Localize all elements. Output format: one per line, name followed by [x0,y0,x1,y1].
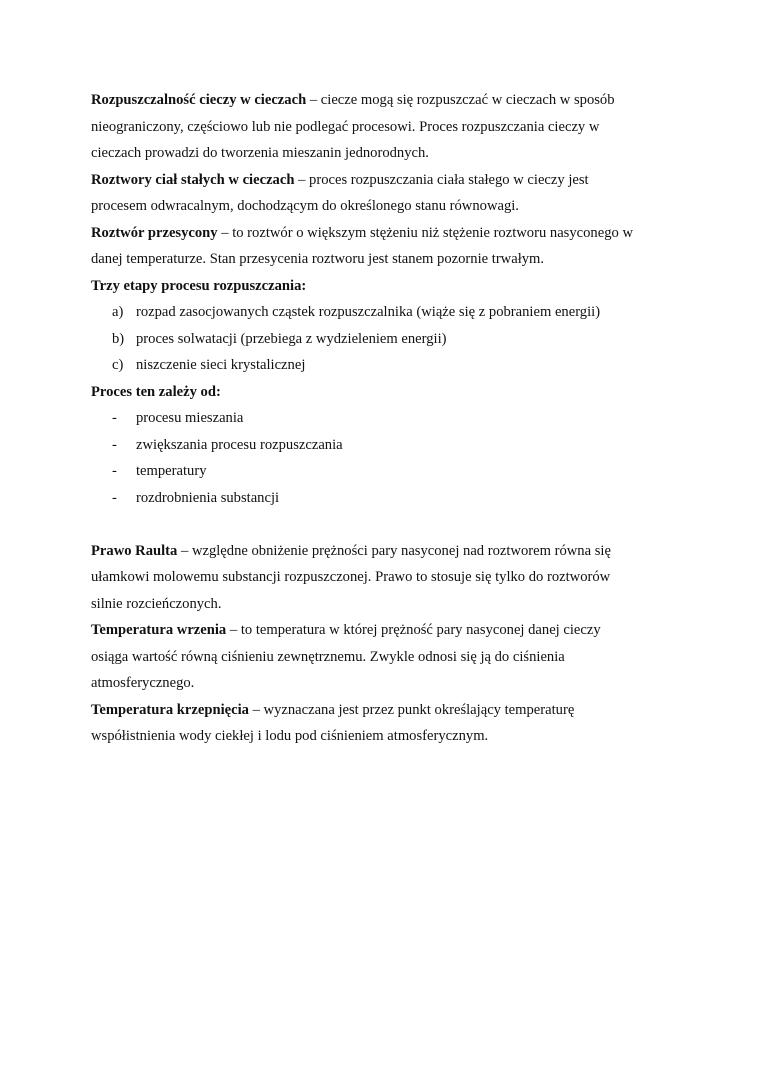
list-item: a) rozpad zasocjowanych cząstek rozpuszczalnika (wiąże się z pobraniem energii) [112,304,601,320]
list-dissolution-stages [91,299,691,379]
list-item: - procesu mieszania [112,410,244,426]
list-item: b) proces solwatacji (przebiega z wydzieleniem energii) [112,330,447,347]
term-boiling-point: Temperatura wrzenia [91,622,227,638]
heading-depends-on: Proces ten zależy od: [91,383,221,400]
term-freezing-point: Temperatura krzepnięcia [91,701,249,718]
list-item: c) niszczenie sieci krystalicznej [112,357,306,373]
paragraph-raoult-law: Prawo Raulta – względne obniżenie prężności pary nasyconej nad roztworem równa się ułamkowi molowemu substancji rozpuszczonej. Prawo to stosuje się tylko do roztworów silnie rozcieńczonych. [91,542,611,612]
list-item: - temperatury [112,463,207,479]
list-item: - zwiększania procesu rozpuszczania [112,436,343,453]
document-page [91,87,691,750]
paragraph-freezing-point: Temperatura krzepnięcia – wyznaczana jest przez punkt określający temperaturę współistnienia wody ciekłej i lodu pod ciśnieniem atmosferycznym. [91,701,575,744]
term-solid-solutions: Roztwory ciał stałych w cieczach [91,171,295,188]
paragraph-boiling-point: Temperatura wrzenia – to temperatura w której prężność pary nasyconej danej cieczy osiąga wartość równą ciśnieniu zewnętrznemu. Zwykle odnosi się ją do ciśnienia atmosferycznego. [91,622,601,691]
heading-dissolution-stages: Trzy etapy procesu rozpuszczania: [91,277,307,294]
term-supersaturated: Roztwór przesycony [91,224,218,241]
paragraph-solid-solutions: Roztwory ciał stałych w cieczach – proces rozpuszczania ciała stałego w cieczy jest procesem odwracalnym, dochodzącym do określonego stanu równowagi. [91,171,589,214]
paragraph-liquid-solubility: Rozpuszczalność cieczy w cieczach – ciecze mogą się rozpuszczać w cieczach w sposób nieograniczony, częściowo lub nie podlegać procesowi. Proces rozpuszczania cieczy w cieczach prowadzi do tworzenia mieszanin jednorodnych. [91,92,615,161]
paragraph-supersaturated: Roztwór przesycony – to roztwór o większym stężeniu niż stężenie roztworu nasyconego w danej temperaturze. Stan przesycenia roztworu jest stanem pozornie trwałym. [91,224,633,267]
list-depends-on [91,405,691,511]
list-item: - rozdrobnienia substancji [112,489,280,506]
term-raoult-law: Prawo Raulta [91,542,178,559]
term-liquid-solubility: Rozpuszczalność cieczy w cieczach [91,92,307,108]
blank-line [91,511,691,538]
